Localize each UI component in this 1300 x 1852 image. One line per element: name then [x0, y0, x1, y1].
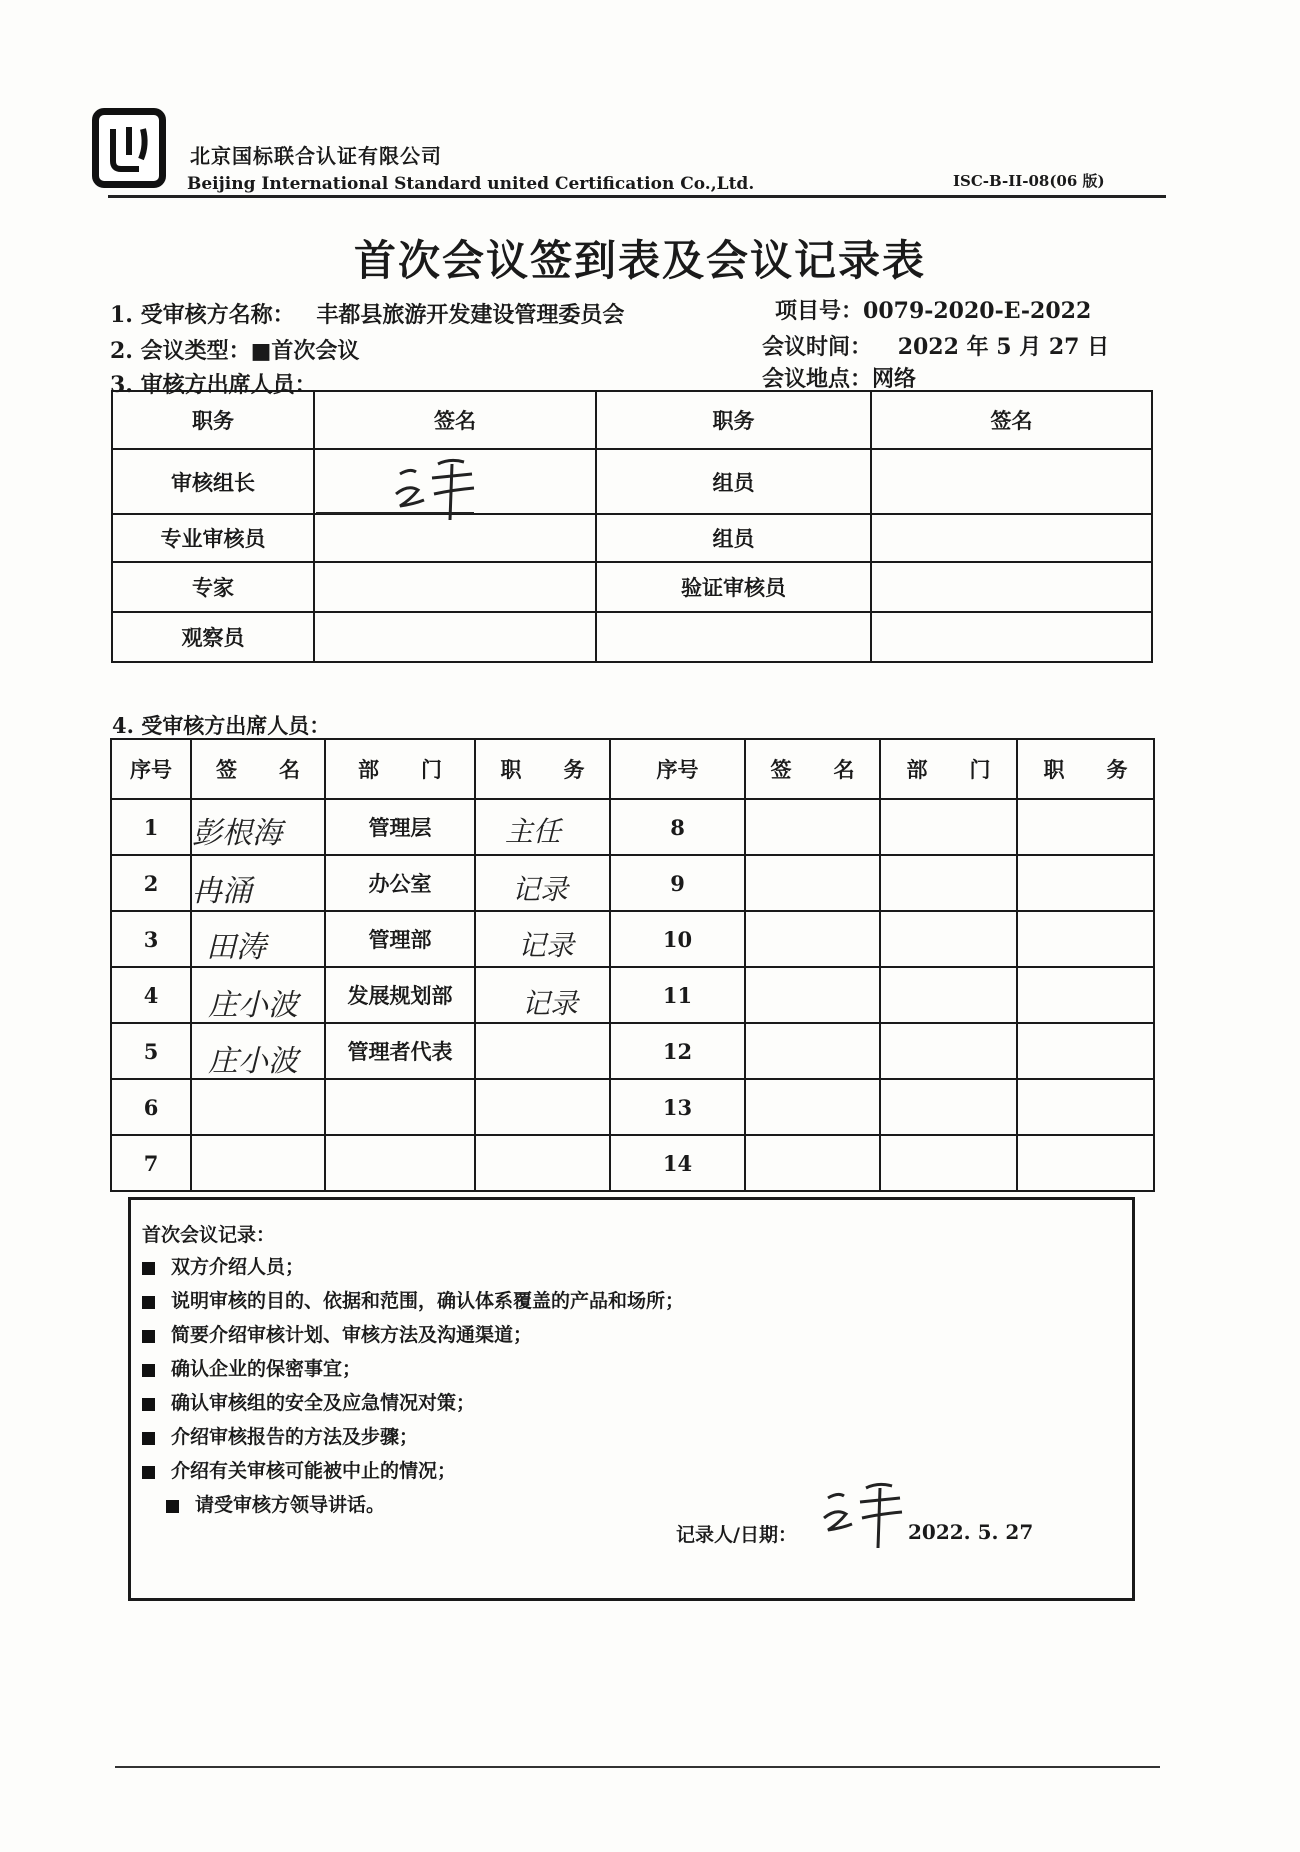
bullet-icon	[142, 1330, 155, 1343]
project-label: 项目号：	[775, 298, 864, 324]
signature-cell	[191, 1135, 325, 1191]
table-cell: 14	[610, 1135, 745, 1191]
project-number: 0079-2020-E-2022	[863, 298, 1092, 324]
table-cell	[880, 799, 1017, 855]
header-cell: 职 务	[1017, 739, 1154, 799]
header-cell: 职务	[112, 391, 314, 449]
table-row	[111, 911, 1154, 967]
table-row	[112, 514, 1152, 562]
handwritten-position: 记录	[522, 987, 579, 1020]
handwritten-name: 庄小波	[208, 1044, 298, 1079]
auditee-name-line	[110, 298, 624, 329]
table-cell: 1	[111, 799, 191, 855]
signature-cell	[871, 449, 1152, 514]
table-cell: 13	[610, 1079, 745, 1135]
auditor-attendance-table	[111, 390, 1153, 663]
table-cell: 5	[111, 1023, 191, 1079]
document-code: ISC-B-II-08(06 版)	[953, 172, 1105, 190]
header-cell: 职务	[596, 391, 871, 449]
table-cell	[1017, 1135, 1154, 1191]
header-cell: 序号	[111, 739, 191, 799]
table-cell: 10	[610, 911, 745, 967]
meeting-place-value: 网络	[872, 366, 917, 392]
header-cell: 签 名	[191, 739, 325, 799]
table-cell	[880, 1079, 1017, 1135]
table-cell: 办公室	[325, 855, 475, 911]
table-cell	[745, 911, 880, 967]
meeting-type-line	[110, 334, 359, 365]
record-item-text: 双方介绍人员；	[171, 1256, 305, 1278]
signature-cell	[475, 1135, 610, 1191]
auditee-attendees-label: 4. 受审核方出席人员：	[112, 713, 331, 738]
table-cell: 管理者代表	[325, 1023, 475, 1079]
bullet-icon	[142, 1466, 155, 1479]
record-item	[142, 1388, 475, 1415]
page-title: 首次会议签到表及会议记录表	[353, 236, 926, 285]
table-cell: 发展规划部	[325, 967, 475, 1023]
table-cell	[325, 1079, 475, 1135]
table-header-row	[112, 391, 1152, 449]
table-cell: 专家	[112, 562, 314, 612]
record-item-text: 简要介绍审核计划、审核方法及沟通渠道；	[171, 1324, 533, 1346]
meeting-type-label: 2. 会议类型：	[110, 338, 251, 364]
table-cell: 4	[111, 967, 191, 1023]
table-cell	[745, 967, 880, 1023]
table-cell: 8	[610, 799, 745, 855]
table-cell: 管理部	[325, 911, 475, 967]
table-cell: 组员	[596, 514, 871, 562]
auditor-attendees-label: 3. 审核方出席人员：	[110, 372, 317, 398]
table-row	[112, 449, 1152, 514]
recorder-signature	[818, 1476, 908, 1554]
table-cell	[1017, 855, 1154, 911]
table-cell	[745, 1135, 880, 1191]
table-row	[111, 855, 1154, 911]
record-item	[166, 1490, 385, 1517]
table-cell	[745, 1023, 880, 1079]
table-cell	[745, 799, 880, 855]
table-cell	[880, 1135, 1017, 1191]
table-cell: 7	[111, 1135, 191, 1191]
signature-cell	[871, 612, 1152, 662]
header-cell: 部 门	[880, 739, 1017, 799]
signature-cell	[871, 514, 1152, 562]
bullet-icon	[142, 1432, 155, 1445]
header-cell: 职 务	[475, 739, 610, 799]
signature-cell	[314, 562, 596, 612]
table-row	[111, 1079, 1154, 1135]
table-cell: 专业审核员	[112, 514, 314, 562]
table-cell	[325, 1135, 475, 1191]
table-cell	[1017, 1079, 1154, 1135]
handwritten-name: 庄小波	[208, 988, 298, 1023]
company-logo	[92, 108, 166, 188]
table-cell: 2	[111, 855, 191, 911]
meeting-place-line	[762, 362, 916, 393]
project-number-line	[775, 294, 1091, 325]
meeting-time-label: 会议时间：	[762, 334, 873, 360]
record-item-text: 确认审核组的安全及应急情况对策；	[171, 1392, 476, 1414]
record-item-text: 说明审核的目的、依据和范围，确认体系覆盖的产品和场所；	[171, 1290, 685, 1312]
handwritten-name: 田涛	[206, 930, 266, 965]
meeting-time-value: 2022 年 5 月 27 日	[897, 334, 1110, 360]
table-cell: 12	[610, 1023, 745, 1079]
table-cell: 3	[111, 911, 191, 967]
table-cell	[1017, 911, 1154, 967]
header-cell: 签名	[314, 391, 596, 449]
table-cell: 审核组长	[112, 449, 314, 514]
table-cell	[745, 1079, 880, 1135]
meeting-time-line	[762, 330, 1109, 361]
table-row	[111, 1135, 1154, 1191]
handwritten-position: 记录	[518, 929, 575, 962]
table-cell	[1017, 1023, 1154, 1079]
header-cell: 部 门	[325, 739, 475, 799]
signature-cell	[475, 1023, 610, 1079]
table-cell	[1017, 967, 1154, 1023]
handwritten-position: 记录	[512, 873, 569, 906]
header-cell: 签名	[871, 391, 1152, 449]
recorder-date-label: 记录人/日期：	[676, 1524, 797, 1546]
table-row	[112, 562, 1152, 612]
table-row	[112, 612, 1152, 662]
table-cell: 验证审核员	[596, 562, 871, 612]
record-item-text: 介绍审核报告的方法及步骤；	[171, 1426, 419, 1448]
handwritten-name: 彭根海	[192, 816, 282, 851]
table-cell: 管理层	[325, 799, 475, 855]
underline	[316, 512, 474, 514]
bullet-icon	[142, 1296, 155, 1309]
company-name-cn: 北京国标联合认证有限公司	[190, 144, 442, 168]
table-cell	[880, 1023, 1017, 1079]
bullet-icon	[166, 1500, 179, 1513]
table-cell	[745, 855, 880, 911]
footer-divider	[115, 1766, 1160, 1768]
record-item	[142, 1252, 304, 1279]
table-cell: 组员	[596, 449, 871, 514]
header-cell: 签 名	[745, 739, 880, 799]
record-item-text: 介绍有关审核可能被中止的情况；	[171, 1460, 457, 1482]
table-header-row	[111, 739, 1154, 799]
company-name-en: Beijing International Standard united Certification Co.,Ltd.	[187, 174, 755, 194]
meeting-place-label: 会议地点：	[762, 366, 873, 392]
table-cell	[1017, 799, 1154, 855]
record-item-text: 确认企业的保密事宜；	[171, 1358, 362, 1380]
record-title: 首次会议记录：	[142, 1224, 276, 1246]
table-cell: 6	[111, 1079, 191, 1135]
auditee-name: 丰都县旅游开发建设管理委员会	[316, 302, 625, 328]
record-item-text: 请受审核方领导讲话。	[195, 1494, 386, 1516]
signature-cell	[191, 1079, 325, 1135]
record-item	[142, 1422, 418, 1449]
bullet-icon	[142, 1364, 155, 1377]
record-item	[142, 1456, 456, 1483]
record-item	[142, 1286, 684, 1313]
auditee-attendance-table	[110, 738, 1155, 1192]
handwritten-position: 主任	[505, 815, 562, 848]
table-cell	[880, 967, 1017, 1023]
bullet-icon	[142, 1398, 155, 1411]
header-cell: 序号	[610, 739, 745, 799]
table-cell: 9	[610, 855, 745, 911]
signature-cell	[314, 612, 596, 662]
record-item	[142, 1354, 361, 1381]
table-cell	[880, 911, 1017, 967]
auditee-label: 1. 受审核方名称：	[110, 302, 295, 328]
table-cell	[596, 612, 871, 662]
handwritten-name: 冉涌	[192, 874, 252, 909]
table-cell: 观察员	[112, 612, 314, 662]
table-cell: 11	[610, 967, 745, 1023]
record-item	[142, 1320, 532, 1347]
signature-cell	[871, 562, 1152, 612]
table-cell	[880, 855, 1017, 911]
header-divider	[108, 195, 1166, 198]
record-date: 2022. 5. 27	[908, 1520, 1034, 1544]
meeting-type-value: ■首次会议	[250, 338, 360, 364]
bullet-icon	[142, 1262, 155, 1275]
signature-cell	[475, 1079, 610, 1135]
